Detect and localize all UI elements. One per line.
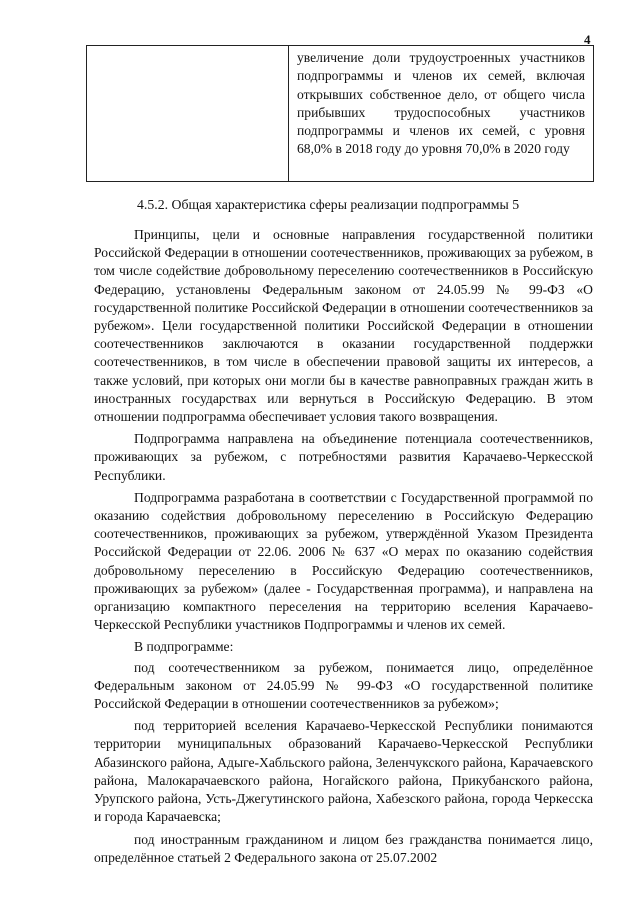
section-heading: 4.5.2. Общая характеристика сферы реализации подпрограммы 5 [137, 197, 520, 212]
paragraph-aim: Подпрограмма направлена на объединение потенциала соотечественников, проживающих за рубежом, с потребностями развития Карачаево-Черкесской Республики. [94, 431, 593, 483]
table-fragment [86, 45, 594, 182]
table-cell-left [87, 46, 289, 181]
paragraph-principles: Принципы, цели и основные направления государственной политики Российской Федерации в отношении соотечественников, проживающих за рубежом, в том числе содействие добровольному переселению соотечественников в Российскую Федерацию, установлены Федеральным законом от 24.05.99 № 99-ФЗ «О государственной политике Российской Федерации в отношении соотечественников за рубежом». Цели государственной политики Российской Федерации в отношении соотечественников заключаются в оказании государственной поддержки соотечественников, в том числе в обеспечении правовой защиты их интересов, а также условий, при которых они могли бы в качестве равноправных граждан жить в иностранных государствах или вернуться в Российскую Федерацию. В этом отношении подпрограмма обеспечивает условия такого возвращения. [94, 227, 593, 425]
body-text [94, 226, 593, 867]
page-number: 4 [584, 32, 591, 47]
paragraph-definitions-intro: В подпрограмме: [134, 639, 234, 655]
paragraph-basis: Подпрограмма разработана в соответствии с Государственной программой по оказанию содействия добровольному переселению в Российскую Федерацию соотечественников, проживающих за рубежом, утверждённой Указом Президента Российской Федерации от 22.06. 2006 № 637 «О мерах по оказанию содействия добровольному переселению в Российскую Федерацию соотечественников, проживающих за рубежом» (далее - Государственная программа), и направлена на организацию компактного переселения на территорию вселения Карачаево-Черкесской Республики участников Подпрограммы и членов их семей. [94, 489, 593, 633]
paragraph-def-foreigner: под иностранным гражданином и лицом без гражданства понимается лицо, определённое статьей 2 Федерального закона от 25.07.2002 [94, 831, 593, 865]
paragraph-def-compatriot: под соотечественником за рубежом, понимается лицо, определённое Федеральным законом от 24.05.99 № 99-ФЗ «О государственной политике Российской Федерации в отношении соотечественников за рубежом»; [94, 659, 593, 712]
table-cell-right: увеличение доли трудоустроенных участников подпрограммы и членов их семей, включая открывших собственное дело, от общего числа прибывших трудоспособных участников подпрограммы и членов их семей, с уровня 68,0% в 2018 году до уровня 70,0% в 2020 году [297, 50, 585, 157]
paragraph-def-territory: под территорией вселения Карачаево-Черкесской Республики понимаются территории муниципальных образований Карачаево-Черкесской Республики Абазинского района, Адыге-Хабльского района, Зеленчукского района, Карачаевского района, Малокарачаевского района, Ногайского района, Прикубанского района, Урупского района, Усть-Джегутинского района, Хабезского района, города Черкесска и города Карачаевска; [94, 718, 593, 825]
